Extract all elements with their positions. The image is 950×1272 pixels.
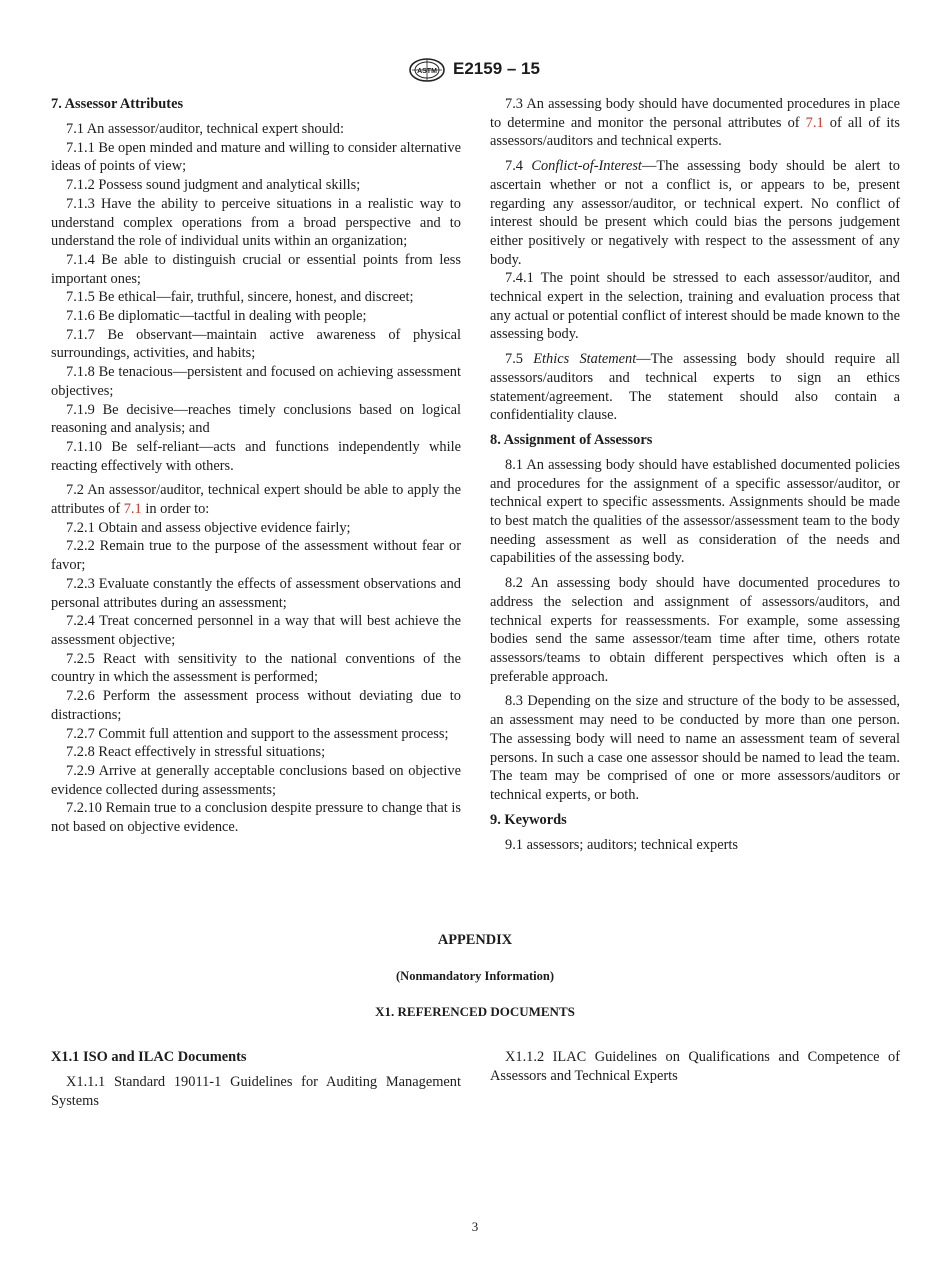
left-column bbox=[51, 95, 461, 837]
section-7-heading: 7. Assessor Attributes bbox=[51, 96, 184, 112]
para-7-3-text: 7.3 An assessing body should have documented procedures in place to determine and monitor the personal attributes of bbox=[490, 96, 900, 131]
para-7-1-1: 7.1.1 Be open minded and mature and willing to consider alternative ideas of points of view; bbox=[51, 139, 461, 175]
para-7-2-7: 7.2.7 Commit full attention and support to the assessment process; bbox=[66, 725, 449, 742]
document-id: E2159 – 15 bbox=[453, 59, 540, 78]
para-7-2 bbox=[51, 481, 461, 518]
para-7-2-1: 7.2.1 Obtain and assess objective evidence fairly; bbox=[66, 519, 351, 536]
appendix-right-column bbox=[490, 1048, 900, 1085]
appendix-title: APPENDIX bbox=[437, 932, 513, 948]
link-7-1-b[interactable]: 7.1 bbox=[805, 114, 824, 131]
para-7-2-9: 7.2.9 Arrive at generally acceptable conclusions based on objective evidence collected during assessments; bbox=[51, 762, 461, 798]
para-7-4 bbox=[490, 157, 900, 269]
para-7-2-text: 7.2 An assessor/auditor, technical expert should be able to apply the attributes of bbox=[51, 482, 461, 518]
para-7-1-8: 7.1.8 Be tenacious—persistent and focused on achieving assessment objectives; bbox=[51, 364, 461, 399]
para-7-4-num: 7.4 bbox=[505, 158, 532, 175]
link-7-1[interactable]: 7.1 bbox=[123, 501, 142, 518]
para-7-1-9: 7.1.9 Be decisive—reaches timely conclusions based on logical reasoning and analysis; and bbox=[51, 401, 461, 437]
para-7-2-10: 7.2.10 Remain true to a conclusion despite pressure to change that is not based on objective evidence. bbox=[51, 800, 461, 836]
section-8-heading: 8. Assignment of Assessors bbox=[490, 431, 653, 448]
para-7-1-6: 7.1.6 Be diplomatic—tactful in dealing with people; bbox=[66, 308, 367, 325]
para-8-1: 8.1 An assessing body should have established documented policies and procedures for the assignment of a specific assessor/auditor, or technical expert to specific assessments. Assignments should be made to best match the qualities of the assessor/assessment team to the body needing assessment as well as consideration of the needs and capabilities of the assessing body. bbox=[490, 456, 900, 567]
para-7-1-10: 7.1.10 Be self-reliant—acts and functions independently while reacting effectively with others. bbox=[51, 438, 461, 474]
x1-heading: X1. REFERENCED DOCUMENTS bbox=[375, 1004, 575, 1019]
right-column bbox=[490, 95, 900, 860]
para-7-2-8: 7.2.8 React effectively in stressful situations; bbox=[66, 744, 326, 761]
term-ethics-statement: Ethics Statement bbox=[533, 351, 637, 368]
page-number: 3 bbox=[471, 1219, 479, 1234]
para-7-1: 7.1 An assessor/auditor, technical expert should: bbox=[66, 121, 344, 137]
para-7-2-4: 7.2.4 Treat concerned personnel in a way that will best achieve the assessment objective; bbox=[51, 613, 461, 648]
para-7-2-5: 7.2.5 React with sensitivity to the national conventions of the country in which the assessment is performed; bbox=[51, 650, 461, 686]
para-7-1-3: 7.1.3 Have the ability to perceive situations in a realistic way to understand complex operations from a broad perspective and to understand the role of individual units within an organization; bbox=[51, 195, 461, 250]
para-7-3 bbox=[490, 95, 900, 151]
para-7-2-2: 7.2.2 Remain true to the purpose of the assessment without fear or favor; bbox=[51, 538, 461, 574]
para-7-2-3: 7.2.3 Evaluate constantly the effects of assessment observations and personal attributes during an assessment; bbox=[51, 575, 461, 611]
term-conflict-of-interest: Conflict-of-Interest bbox=[531, 158, 642, 175]
para-7-5-text: —The assessing body should require all assessors/auditors and technical experts to sign an ethics statement/agreement. The statement should also contain a confidentiality clause. bbox=[490, 351, 900, 424]
astm-logo-icon bbox=[408, 58, 446, 82]
para-7-2-text-end: in order to: bbox=[141, 501, 210, 518]
para-7-4-text: —The assessing body should be alert to ascertain whether or not a conflict is, or appears to be, present regarding any assessor/auditor, or technical expert. No conflict of interest should be present which could bias the persons judgement either positively or negatively with respect to the assessment of any body. bbox=[490, 158, 900, 268]
para-9-1: 9.1 assessors; auditors; technical experts bbox=[505, 836, 738, 853]
para-7-4-1: 7.4.1 The point should be stressed to each assessor/auditor, and technical expert in the selection, training and evaluation process that any actual or potential conflict of interest should be made known to the assessing body. bbox=[490, 270, 901, 343]
para-7-1-4: 7.1.4 Be able to distinguish crucial or essential points from less important ones; bbox=[51, 251, 461, 287]
para-8-2: 8.2 An assessing body should have documented procedures to address the selection and assignment of assessors/auditors, and technical experts for reassessments. For example, some assessing bodies send the same assessor/team time after time, others rotate assessors/teams to obtain different perspectives which often is a preferable approach. bbox=[490, 575, 900, 685]
para-x1-1-1: X1.1.1 Standard 19011-1 Guidelines for Auditing Management Systems bbox=[51, 1074, 461, 1109]
para-7-5-num: 7.5 bbox=[505, 351, 534, 368]
para-7-1-7: 7.1.7 Be observant—maintain active awareness of physical surroundings, activities, and habits; bbox=[51, 326, 461, 362]
para-7-3-text-end: of all of its assessors/auditors and technical experts. bbox=[490, 114, 900, 150]
para-x1-1-2: X1.1.2 ILAC Guidelines on Qualifications and Competence of Assessors and Technical Experts bbox=[490, 1049, 900, 1084]
para-8-3: 8.3 Depending on the size and structure of the body to be assessed, an assessment may need to be conducted by more than one person. The assessing body will need to name an assessment team of several persons. In such a case one assessor should be named to lead the team. The team may be comprised of one or more assessors/auditors or technical experts, or both. bbox=[490, 693, 900, 803]
para-7-1-5: 7.1.5 Be ethical—fair, truthful, sincere, honest, and discreet; bbox=[66, 289, 414, 306]
page-header bbox=[0, 58, 950, 82]
appendix-left-column bbox=[51, 1048, 461, 1110]
x1-1-heading: X1.1 ISO and ILAC Documents bbox=[51, 1049, 247, 1065]
para-7-1-2: 7.1.2 Possess sound judgment and analytical skills; bbox=[66, 177, 361, 194]
para-7-2-6: 7.2.6 Perform the assessment process without deviating due to distractions; bbox=[51, 688, 461, 723]
para-7-5 bbox=[490, 350, 900, 425]
appendix-subtitle: (Nonmandatory Information) bbox=[396, 969, 554, 983]
section-9-heading: 9. Keywords bbox=[490, 811, 567, 828]
logo-text: ASTM bbox=[417, 68, 437, 75]
